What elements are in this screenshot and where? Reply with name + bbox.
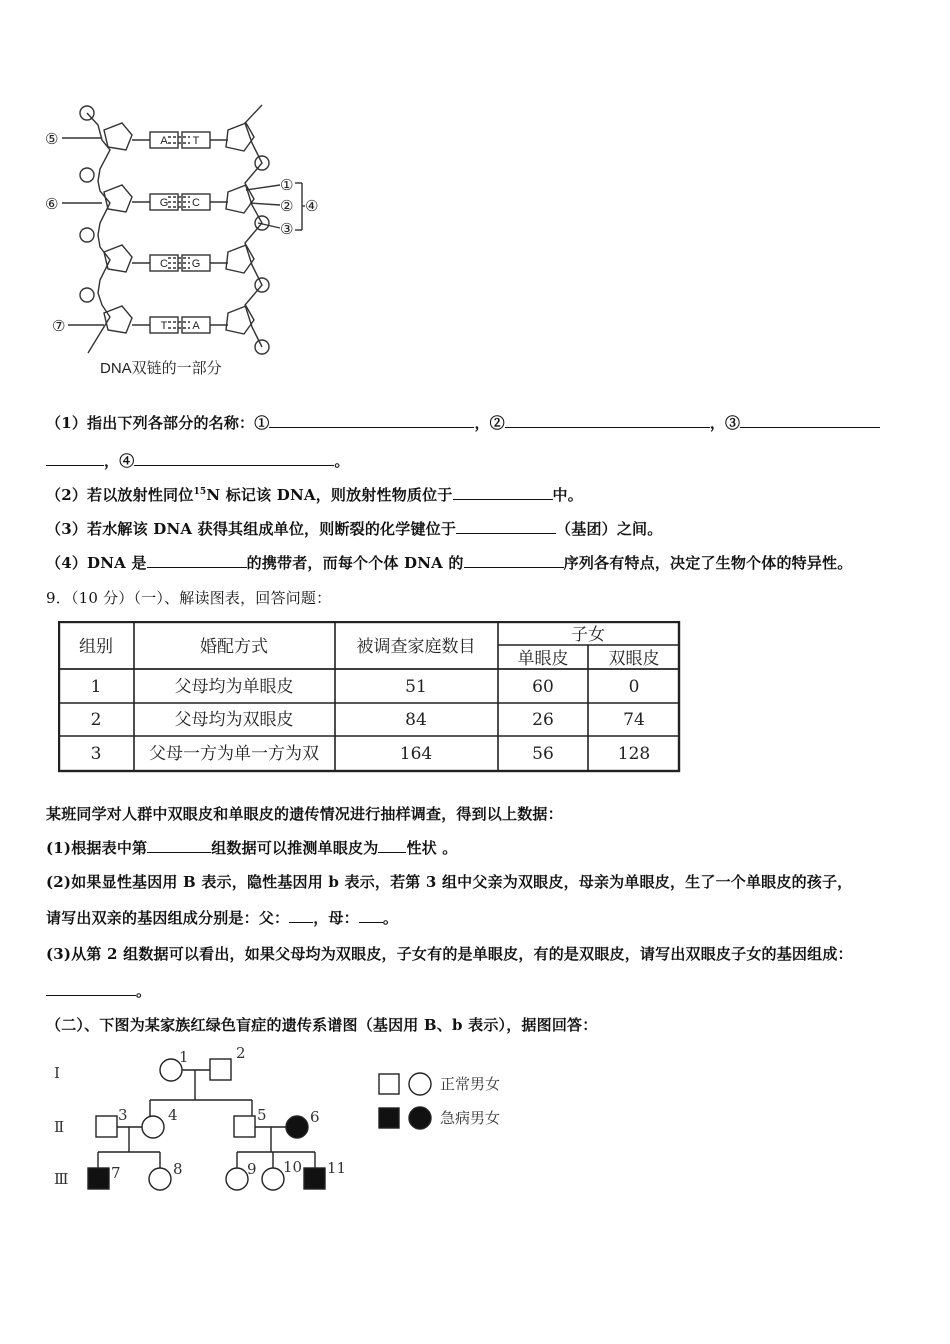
part-label-3: ③ — [280, 221, 294, 238]
individual-5-male — [234, 1116, 255, 1137]
q9-header: 9．（10 分）（一）、解读图表，回答问题： — [46, 589, 332, 607]
answer-blank[interactable] — [134, 451, 334, 466]
base-letter: A — [192, 320, 200, 332]
table-cell: 128 — [617, 744, 651, 764]
legend-affected-male — [379, 1108, 399, 1128]
q8-part4-end: 序列各有特点，决定了生物个体的特异性。 — [563, 554, 853, 572]
q9-intro: 某班同学对人群中双眼皮和单眼皮的遗传情况进行抽样调查，得到以上数据： — [46, 805, 563, 823]
table-header-mating: 婚配方式 — [200, 637, 268, 657]
table-header-families: 被调查家庭数目 — [356, 637, 476, 657]
table-header-double-lid: 双眼皮 — [608, 649, 660, 669]
table-cell: 父母均为双眼皮 — [174, 710, 294, 730]
q8-part2-prompt: （2）若以放射性同位 — [46, 486, 194, 504]
part-label-1: ① — [280, 177, 294, 194]
legend-affected-label: 急病男女 — [440, 1109, 501, 1127]
table-cell: 0 — [628, 677, 640, 697]
base-letter: T — [192, 135, 200, 147]
individual-6-female-affected — [286, 1116, 308, 1138]
q8-part1-end: 。 — [334, 452, 350, 470]
individual-number: 8 — [173, 1160, 183, 1178]
q8-part1-line — [46, 412, 880, 433]
q9-sub1-end: 性状 。 — [406, 839, 458, 857]
legend-normal-male — [379, 1074, 399, 1094]
individual-9-female — [226, 1168, 248, 1190]
base-letter: G — [159, 197, 169, 209]
table-cell: 父母均为单眼皮 — [174, 677, 294, 697]
q9-sub2-cont — [46, 907, 398, 928]
table-cell: 60 — [532, 677, 554, 697]
part-label-2: ② — [280, 198, 294, 215]
individual-2-male — [210, 1059, 231, 1080]
q9-sub2-father: 请写出双亲的基因组成分别是：父： — [46, 909, 290, 927]
table-cell: 74 — [623, 710, 645, 730]
individual-8-female — [149, 1168, 171, 1190]
base-letter: T — [160, 320, 168, 332]
q8-part3-end: （基团）之间。 — [556, 520, 663, 538]
individual-number: 3 — [118, 1106, 128, 1124]
base-letter: G — [191, 258, 201, 270]
generation-label-1: Ⅰ — [54, 1064, 60, 1082]
individual-4-female — [142, 1116, 164, 1138]
individual-number: 4 — [168, 1106, 178, 1124]
table-cell: 1 — [90, 677, 102, 697]
q9-sub2-mother: ，母： — [313, 909, 359, 927]
generation-label-3: Ⅲ — [54, 1170, 69, 1188]
answer-blank[interactable] — [269, 413, 474, 428]
q8-part4-prompt: （4）DNA 是 — [46, 554, 147, 572]
q9-part2-header: （二）、下图为某家族红绿色盲症的遗传系谱图（基因用 B、b 表示），据图回答： — [46, 1016, 598, 1034]
part-label-4: ④ — [305, 198, 319, 215]
table-header-single-lid: 单眼皮 — [517, 649, 569, 669]
q8-part4-line — [46, 552, 852, 573]
answer-blank[interactable] — [740, 413, 880, 428]
base-letter: A — [160, 135, 168, 147]
answer-blank[interactable] — [359, 908, 383, 923]
answer-blank[interactable] — [456, 519, 556, 534]
q9-sub2: (2)如果显性基因用 B 表示，隐性基因用 b 表示，若第 3 组中父亲为双眼皮，母亲为单眼皮，生了一个单眼皮的孩子， — [46, 873, 853, 891]
base-letter: C — [160, 258, 168, 270]
individual-number: 10 — [283, 1158, 303, 1176]
table-cell: 164 — [399, 744, 433, 764]
table-cell: 3 — [90, 744, 102, 764]
q9-sub1-text: 组数据可以推测单眼皮为 — [211, 839, 379, 857]
answer-blank[interactable] — [378, 838, 406, 853]
individual-11-male-affected — [304, 1168, 325, 1189]
q8-part1-line-cont — [46, 450, 350, 471]
table-cell: 84 — [405, 710, 427, 730]
answer-blank[interactable] — [46, 451, 104, 466]
q8-part1-prompt: （1）指出下列各部分的名称：① — [46, 414, 270, 432]
answer-blank[interactable] — [505, 413, 710, 428]
q8-part1-sep: ，③ — [709, 414, 741, 432]
q9-sub3: (3)从第 2 组数据可以看出，如果父母均为双眼皮，子女有的是单眼皮，有的是双眼皮，请写出双眼皮子女的基因组成： — [46, 945, 853, 963]
individual-number: 2 — [236, 1044, 246, 1062]
individual-number: 5 — [257, 1106, 267, 1124]
part-label-6: ⑥ — [45, 196, 59, 213]
table-cell: 2 — [90, 710, 102, 730]
dna-double-strand-figure — [40, 95, 340, 385]
q9-sub3-cont — [46, 980, 151, 1001]
individual-number: 9 — [247, 1160, 257, 1178]
table-cell: 父母一方为单一方为双 — [149, 744, 319, 764]
answer-blank[interactable] — [147, 838, 211, 853]
table-cell: 51 — [405, 677, 427, 697]
generation-label-2: Ⅱ — [54, 1118, 65, 1136]
q8-part2-line — [46, 484, 583, 505]
dna-figure-caption: DNA双链的一部分 — [100, 360, 222, 377]
q8-part1-sep: ，② — [474, 414, 505, 432]
q8-part4-text: 的携带者，而每个个体 DNA 的 — [246, 554, 464, 572]
part-label-5: ⑤ — [45, 131, 59, 148]
answer-blank[interactable] — [464, 553, 564, 568]
answer-blank[interactable] — [147, 553, 247, 568]
q8-part2-end: 中。 — [552, 486, 583, 504]
answer-blank[interactable] — [453, 485, 553, 500]
answer-blank[interactable] — [46, 981, 136, 996]
base-letter: C — [192, 197, 200, 209]
q9-sub3-end: 。 — [136, 982, 152, 1000]
individual-number: 1 — [179, 1048, 189, 1066]
individual-3-male — [96, 1116, 117, 1137]
q8-part3-prompt: （3）若水解该 DNA 获得其组成单位，则断裂的化学键位于 — [46, 520, 457, 538]
q8-part2-text: N 标记该 DNA，则放射性物质位于 — [206, 486, 453, 504]
survey-table — [58, 621, 683, 773]
q9-sub1 — [46, 837, 457, 858]
q9-sub1-prompt: (1)根据表中第 — [46, 839, 148, 857]
table-header-children: 子女 — [571, 625, 605, 645]
individual-7-male-affected — [88, 1168, 109, 1189]
legend-normal-label: 正常男女 — [440, 1075, 501, 1093]
table-cell: 56 — [532, 744, 554, 764]
q8-part1-sep: ，④ — [104, 452, 135, 470]
q8-part3-line — [46, 518, 662, 539]
individual-number: 6 — [310, 1108, 320, 1126]
pedigree-chart — [40, 1040, 540, 1200]
isotope-superscript: 15 — [193, 487, 207, 497]
part-label-7: ⑦ — [52, 318, 66, 335]
table-cell: 26 — [532, 710, 554, 730]
individual-number: 11 — [327, 1159, 347, 1177]
answer-blank[interactable] — [289, 908, 313, 923]
table-header-group: 组别 — [79, 637, 113, 657]
legend-normal-female — [409, 1073, 431, 1095]
q9-sub2-end: 。 — [382, 909, 399, 927]
legend-affected-female — [409, 1107, 431, 1129]
individual-10-female — [262, 1168, 284, 1190]
individual-number: 7 — [111, 1164, 121, 1182]
